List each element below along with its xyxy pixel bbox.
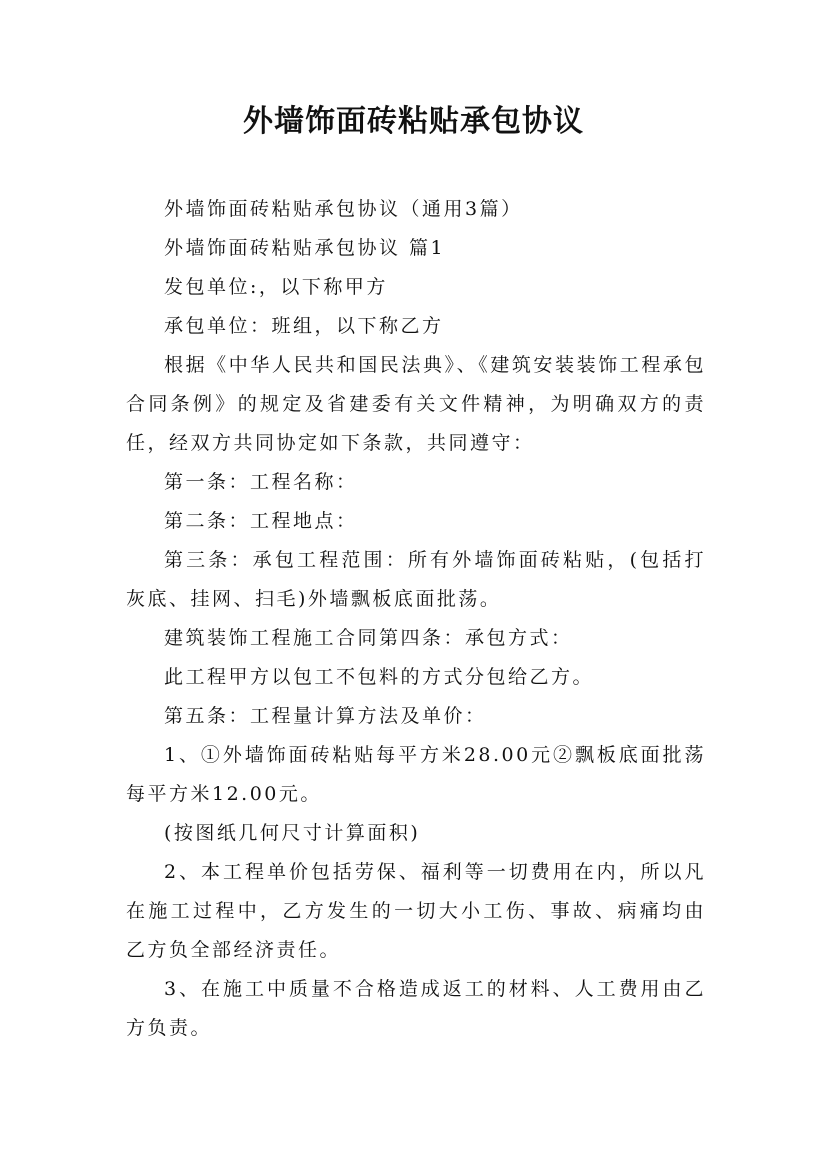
paragraph-area-note: (按图纸几何尺寸计算面积) [164, 822, 421, 844]
paragraph-contractor-party: 承包单位：班组，以下称乙方 [164, 315, 444, 337]
paragraph-contracting-party: 发包单位:，以下称甲方 [164, 276, 388, 298]
paragraph-article-3: 第三条：承包工程范围：所有外墙饰面砖粘贴，(包括打灰底、挂网、扫毛)外墙飘板底面批荡。 [126, 549, 706, 610]
paragraph-subtitle: 外墙饰面砖粘贴承包协议（通用3篇） [164, 198, 523, 220]
paragraph-article-2: 第二条：工程地点： [164, 510, 358, 532]
paragraph-article-5: 第五条：工程量计算方法及单价： [164, 705, 487, 727]
paragraph-preamble: 根据《中华人民共和国民法典》、《建筑安装装饰工程承包合同条例》的规定及省建委有关文件精神，为明确双方的责任，经双方共同协定如下条款，共同遵守： [126, 354, 706, 454]
paragraph-item-3: 3、在施工中质量不合格造成返工的材料、人工费用由乙方负责。 [126, 978, 706, 1039]
paragraph-item-2: 2、本工程单价包括劳保、福利等一切费用在内，所以凡在施工过程中，乙方发生的一切大小工伤、事故、病痛均由乙方负全部经济责任。 [126, 861, 706, 961]
document-title: 外墙饰面砖粘贴承包协议 [243, 104, 584, 139]
document-body [126, 190, 706, 1048]
paragraph-contract-method: 此工程甲方以包工不包料的方式分包给乙方。 [164, 666, 595, 688]
paragraph-article-4: 建筑装饰工程施工合同第四条：承包方式： [164, 627, 573, 649]
paragraph-item-1: 1、①外墙饰面砖粘贴每平方米28.00元②飘板底面批荡每平方米12.00元。 [126, 744, 706, 805]
paragraph-article-1: 第一条：工程名称： [164, 471, 358, 493]
paragraph-section-heading: 外墙饰面砖粘贴承包协议 篇1 [164, 237, 446, 259]
